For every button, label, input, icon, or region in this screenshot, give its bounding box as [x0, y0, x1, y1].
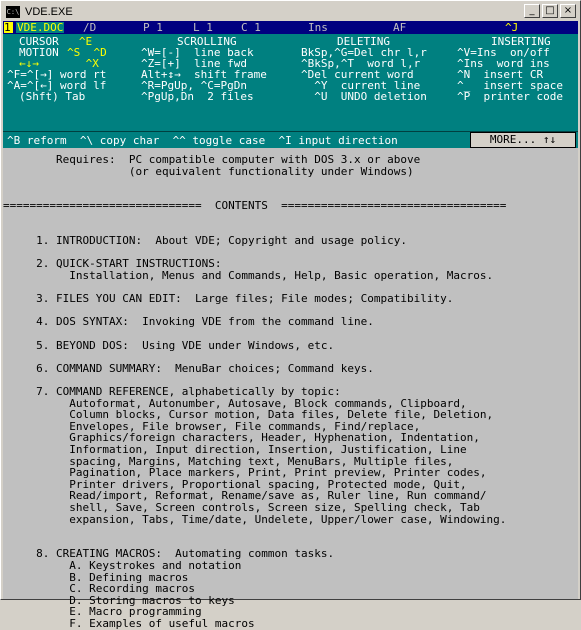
command-hint-bar[interactable]: [3, 131, 578, 148]
menu-undo-deletion: ^U UNDO deletion: [301, 90, 427, 103]
title-bar[interactable]: [3, 3, 578, 21]
menu-cursor-motion[interactable]: [7, 36, 125, 102]
window-title: VDE.EXE: [25, 6, 73, 18]
document-line: (or equivalent functionality under Windows): [3, 164, 414, 178]
menu-scrolling[interactable]: [141, 36, 291, 102]
file-index: 1: [4, 22, 13, 33]
document-line: Pagination, Place markers, Print, Print preview, Printer codes,: [3, 466, 487, 480]
menu-deleting[interactable]: [301, 36, 461, 102]
key-down: ^X: [79, 57, 99, 70]
key-left-right: ^S ^D: [67, 46, 107, 59]
document-line: 6. COMMAND SUMMARY: MenuBar choices; Command keys.: [3, 361, 374, 375]
more-button[interactable]: MORE... ↑↓: [470, 132, 576, 148]
menu-insert-space: ^_ insert space: [457, 79, 563, 92]
document-line: Information, Input direction, Insertion, Justification, Line: [3, 443, 467, 456]
menu-printer-code: ^P printer code: [457, 90, 563, 103]
document-line: 4. DOS SYNTAX: Invoking VDE from the command line.: [3, 315, 374, 329]
menu-tab: (Shft) Tab: [19, 90, 86, 103]
document-text-area[interactable]: [3, 148, 578, 630]
document-line: spacing, Margins, Matching text, MenuBars, Multiple files,: [3, 454, 454, 468]
menu-heading-deleting: DELETING: [337, 35, 390, 48]
document-line: Read/import, Reformat, Rename/save as, Ruler line, Run command/: [3, 489, 487, 503]
menu-delete-line: ^Y current line: [301, 79, 421, 92]
document-line: A. Keystrokes and notation: [3, 559, 242, 572]
status-line: L 1: [193, 21, 213, 34]
menu-line-back: ^W=[-] line back: [141, 46, 254, 59]
menu-insert-toggle: ^V=Ins on/off: [457, 46, 550, 59]
document-line: E. Macro programming: [3, 605, 202, 619]
status-bar: [3, 21, 578, 34]
command-menu-panel[interactable]: [3, 34, 578, 131]
menu-delete-char: BkSp,^G=Del chr l,r: [301, 46, 427, 59]
menu-shift-frame: Alt+↕→ shift frame: [141, 68, 267, 81]
document-line: Requires: PC compatible computer with DOS 3.x or above: [3, 153, 421, 166]
document-line: shell, Save, Screen controls, Screen size, Spelling check, Tab: [3, 501, 480, 514]
document-line: ============================== CONTENTS ==================================: [3, 199, 507, 213]
arrow-keys: ←↓→: [19, 57, 39, 70]
status-insert-mode: Ins: [308, 21, 328, 34]
menu-delete-word: ^BkSp,^T word l,r: [301, 57, 421, 70]
console-app-icon[interactable]: C:\: [6, 8, 20, 16]
menu-line-fwd: ^Z=[+] line fwd: [141, 57, 247, 70]
console-area[interactable]: [3, 21, 578, 630]
document-line: F. Examples of useful macros: [3, 617, 255, 630]
maximize-button[interactable]: □: [542, 4, 558, 18]
menu-heading-motion: MOTION: [19, 46, 59, 59]
minimize-button[interactable]: _: [524, 4, 540, 18]
menu-two-files: ^PgUp,Dn 2 files: [141, 90, 254, 103]
status-column: C 1: [241, 21, 261, 34]
document-line: Envelopes, File browser, File commands, Find/replace,: [3, 419, 421, 433]
document-line: C. Recording macros: [3, 582, 196, 596]
status-command: ^J: [505, 21, 519, 34]
menu-word-right: ^F=^[→] word rt: [7, 68, 107, 81]
document-line: 7. COMMAND REFERENCE, alphabetically by topic:: [3, 385, 341, 398]
document-line: Printer drivers, Proportional spacing, Protected mode, Quit,: [3, 477, 467, 491]
document-line: 2. QUICK-START INSTRUCTIONS:: [3, 257, 222, 271]
status-autoformat: AF: [393, 21, 407, 34]
document-line: expansion, Tabs, Time/date, Undelete, Upper/lower case, Windowing.: [3, 512, 507, 526]
menu-word-left: ^A=^[←] word lf: [7, 79, 107, 92]
close-button[interactable]: ×: [560, 4, 576, 18]
status-page: P 1: [143, 21, 163, 34]
status-filename: VDE.DOC: [17, 21, 64, 34]
document-line: D. Storing macros to keys: [3, 593, 235, 607]
menu-word-insert: ^Ins word ins: [457, 57, 550, 70]
document-line: Autoformat, Autonumber, Autosave, Block commands, Clipboard,: [3, 396, 467, 410]
menu-page-up-down: ^R=PgUp, ^C=PgDn: [141, 79, 247, 92]
document-line: B. Defining macros: [3, 570, 189, 584]
document-line: Column blocks, Cursor motion, Data files, Delete file, Deletion,: [3, 408, 494, 422]
document-line: 3. FILES YOU CAN EDIT: Large files; File modes; Compatibility.: [3, 292, 454, 306]
document-line: 5. BEYOND DOS: Using VDE under Windows, etc.: [3, 338, 335, 352]
menu-inserting[interactable]: [457, 36, 577, 102]
document-line: 8. CREATING MACROS: Automating common tasks.: [3, 547, 335, 561]
key-up: ^E: [59, 35, 93, 48]
document-line: 1. INTRODUCTION: About VDE; Copyright and usage policy.: [3, 234, 407, 248]
status-mode: /D: [83, 21, 97, 34]
menu-heading-cursor: CURSOR: [19, 35, 59, 48]
command-hints: ^B reform ^\ copy char ^^ toggle case ^I input direction: [7, 134, 398, 147]
menu-heading-inserting: INSERTING: [491, 35, 551, 48]
menu-delete-current-word: ^Del current word: [301, 68, 414, 81]
menu-heading-scrolling: SCROLLING: [177, 35, 237, 48]
document-line: Installation, Menus and Commands, Help, Basic operation, Macros.: [3, 269, 494, 282]
document-line: Graphics/foreign characters, Header, Hyphenation, Indentation,: [3, 431, 480, 445]
menu-insert-cr: ^N insert CR: [457, 68, 544, 81]
